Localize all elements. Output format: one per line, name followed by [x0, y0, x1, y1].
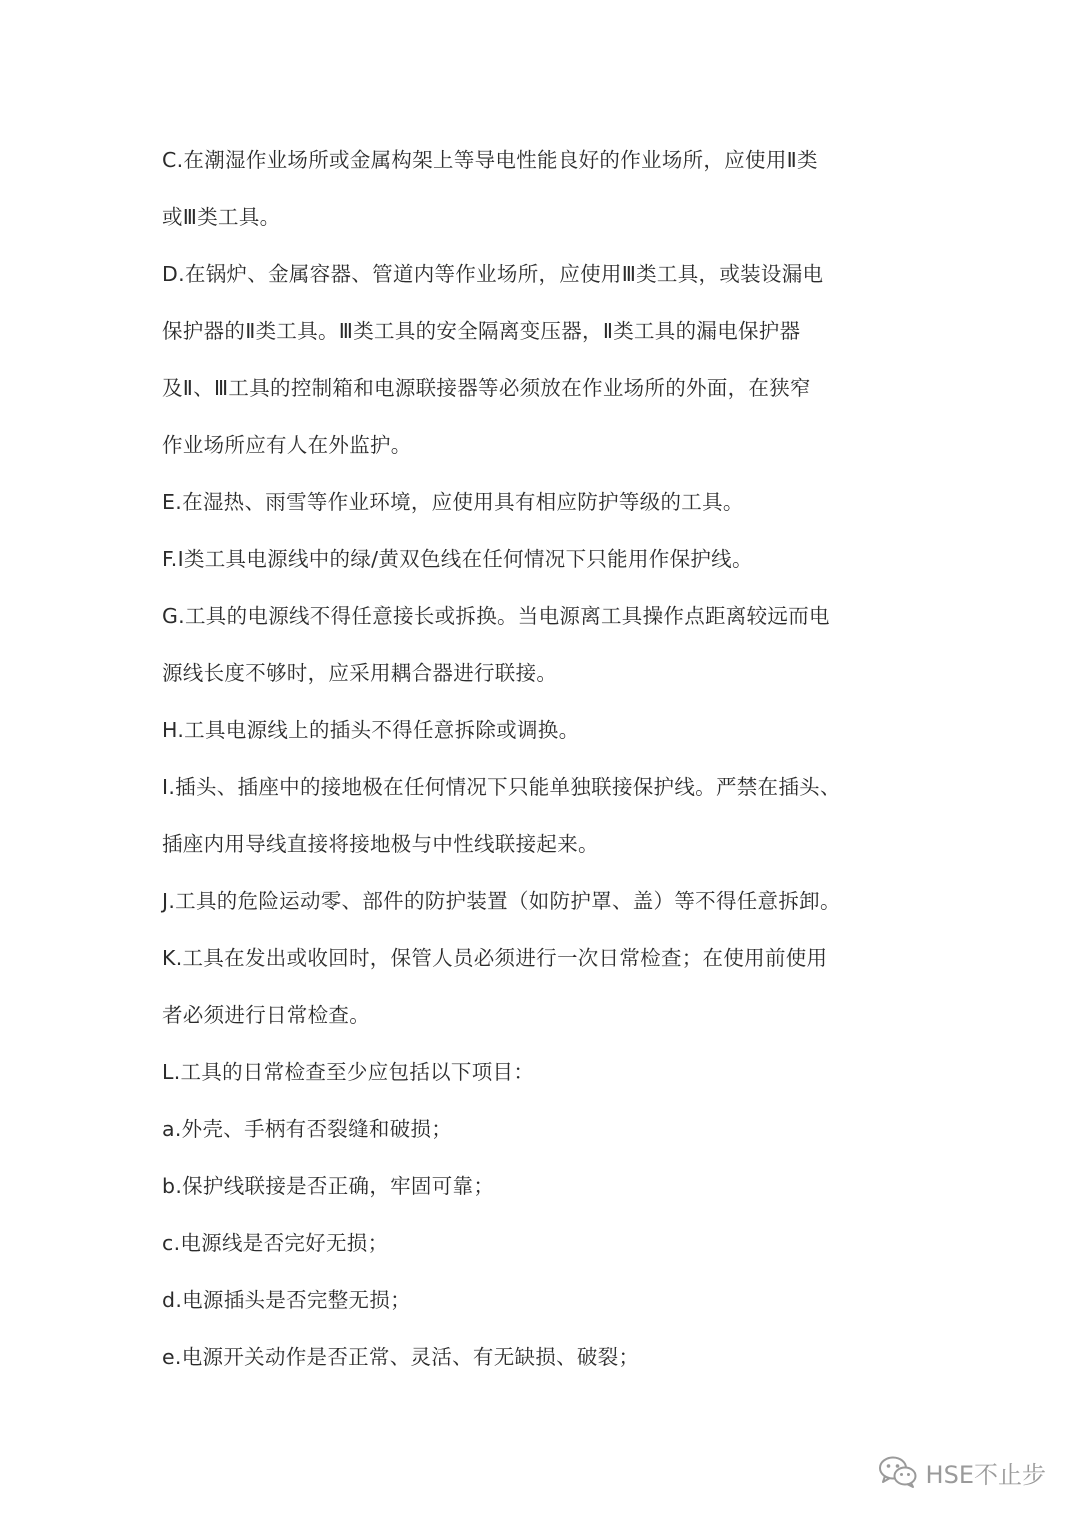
text-line: L.工具的日常检查至少应包括以下项目： [162, 1060, 535, 1084]
text-line: d.电源插头是否完整无损； [162, 1288, 411, 1312]
text-line: 插座内用导线直接将接地极与中性线联接起来。 [162, 832, 599, 856]
text-line: 作业场所应有人在外监护。 [162, 433, 412, 457]
text-line: b.保护线联接是否正确，牢固可靠； [162, 1174, 495, 1198]
text-line: D.在锅炉、金属容器、管道内等作业场所，应使用Ⅲ类工具，或装设漏电 [162, 262, 824, 286]
wechat-icon [878, 1455, 918, 1489]
text-line: a.外壳、手柄有否裂缝和破损； [162, 1117, 453, 1141]
text-line: G.工具的电源线不得任意接长或拆换。当电源离工具操作点距离较远而电 [162, 604, 830, 628]
text-line: 或Ⅲ类工具。 [162, 205, 281, 229]
text-line: e.电源开关动作是否正常、灵活、有无缺损、破裂； [162, 1345, 640, 1369]
text-line: 保护器的Ⅱ类工具。Ⅲ类工具的安全隔离变压器，Ⅱ类工具的漏电保护器 [162, 319, 801, 343]
text-line: J.工具的危险运动零、部件的防护装置（如防护罩、盖）等不得任意拆卸。 [162, 889, 841, 913]
text-line: H.工具电源线上的插头不得任意拆除或调换。 [162, 718, 580, 742]
text-line: I.插头、插座中的接地极在任何情况下只能单独联接保护线。严禁在插头、 [162, 775, 841, 799]
text-line: 源线长度不够时，应采用耦合器进行联接。 [162, 661, 558, 685]
text-line: K.工具在发出或收回时，保管人员必须进行一次日常检查；在使用前使用 [162, 946, 828, 970]
text-line: c.电源线是否完好无损； [162, 1231, 389, 1255]
text-line: F.Ⅰ类工具电源线中的绿/黄双色线在任何情况下只能用作保护线。 [162, 547, 753, 571]
text-line: C.在潮湿作业场所或金属构架上等导电性能良好的作业场所，应使用Ⅱ类 [162, 148, 818, 172]
watermark [878, 1452, 1046, 1492]
text-line: E.在湿热、雨雪等作业环境，应使用具有相应防护等级的工具。 [162, 490, 744, 514]
text-line: 及Ⅱ、Ⅲ工具的控制箱和电源联接器等必须放在作业场所的外面，在狭窄 [162, 376, 811, 400]
text-line: 者必须进行日常检查。 [162, 1003, 370, 1027]
watermark-text: HSE不止步 [925, 1460, 1046, 1489]
document-body [162, 132, 922, 1386]
